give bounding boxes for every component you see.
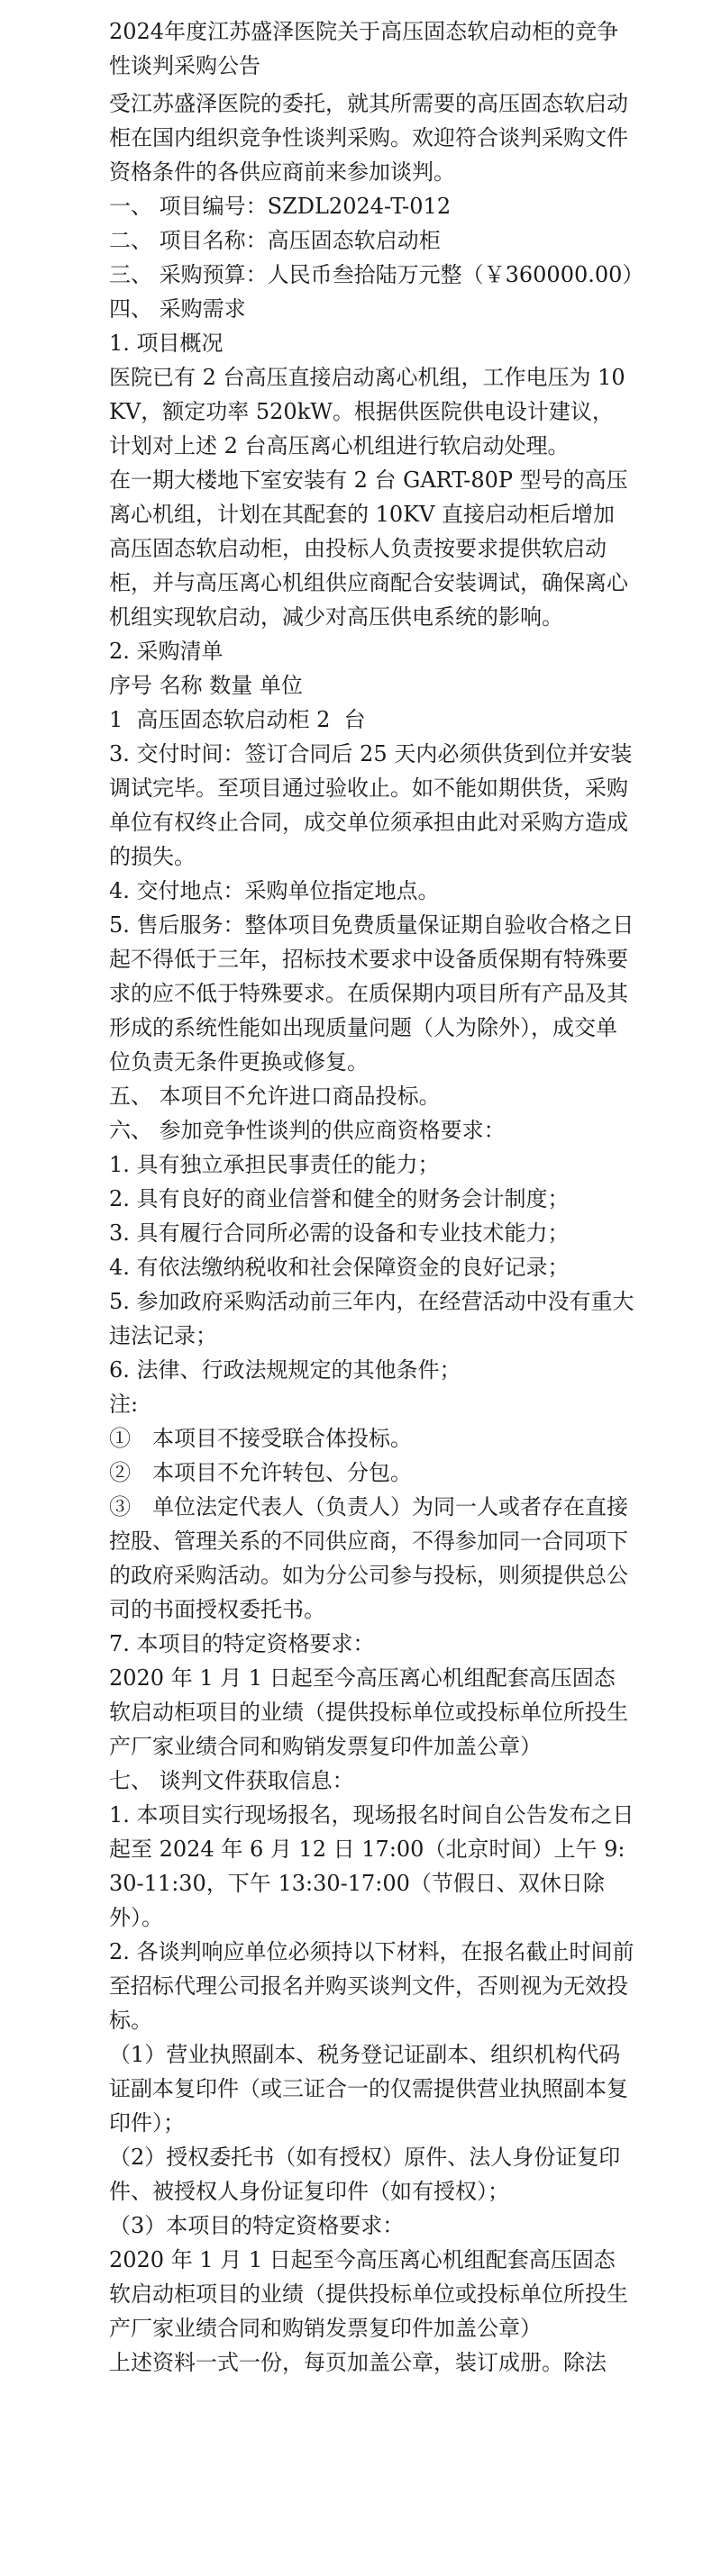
qualification-item: 1. 具有独立承担民事责任的能力； <box>109 1152 440 1177</box>
note-item: ③ 单位法定代表人（负责人）为同一人或者存在直接控股、管理关系的不同供应商，不得参加同一合同项下的政府采购活动。如为分公司参与投标，则须提供总公司的书面授权委托书。 <box>109 1494 628 1622</box>
specific-qualification-text: 2020 年 1 月 1 日起至今高压离心机组配套高压固态软启动柜项目的业绩（提供投标单位或投标单位所投生产厂家业绩合同和购销发票复印件加盖公章） <box>109 1665 628 1759</box>
qualification-item: 3. 具有履行合同所必需的设备和专业技术能力； <box>109 1220 570 1246</box>
supplier-qualification-heading: 六、 参加竞争性谈判的供应商资格要求： <box>109 1118 506 1143</box>
procurement-budget: 三、 采购预算：人民币叁拾陆万元整（￥360000.00） <box>109 262 644 287</box>
qualification-item: 5. 参加政府采购活动前三年内，在经营活动中没有重大违法记录； <box>109 1289 634 1348</box>
required-materials-intro: 2. 各谈判响应单位必须持以下材料，在报名截止时间前至招标代理公司报名并购买谈判文件，否则视为无效投标。 <box>109 1939 634 2033</box>
overview-heading: 1. 项目概况 <box>109 331 224 356</box>
procurement-needs-heading: 四、 采购需求 <box>109 296 246 322</box>
procurement-list-row: 1 高压固态软启动柜 2 台 <box>109 707 366 732</box>
note-item: ② 本项目不允许转包、分包。 <box>109 1460 412 1485</box>
project-name: 二、 项目名称：高压固态软启动柜 <box>109 228 441 253</box>
qualification-item: 6. 法律、行政法规规定的其他条件； <box>109 1357 461 1383</box>
specific-qualification-heading: 7. 本项目的特定资格要求： <box>109 1631 375 1656</box>
procurement-list-header: 序号 名称 数量 单位 <box>109 673 303 698</box>
qualification-item: 2. 具有良好的商业信誉和健全的财务会计制度； <box>109 1186 570 1211</box>
registration-info: 1. 本项目实行现场报名，现场报名时间自公告发布之日起至 2024 年 6 月 12 日 17:00（北京时间）上午 9:30-11:30，下午 13:30-17:00（节假日、双休日除外）。 <box>109 1802 634 1930</box>
document-title: 2024年度江苏盛泽医院关于高压固态软启动柜的竞争性谈判采购公告 <box>109 19 619 78</box>
project-number: 一、 项目编号：SZDL2024-T-012 <box>109 194 452 219</box>
delivery-time: 3. 交付时间：签订合同后 25 天内必须供货到位并安装调试完毕。至项目通过验收止。如不能如期供货，采购单位有权终止合同，成交单位须承担由此对采购方造成的损失。 <box>109 741 633 869</box>
after-sales-service: 5. 售后服务：整体项目免费质量保证期自验收合格之日起不得低于三年，招标技术要求中设备质保期有特殊要求的应不低于特殊要求。在质保期内项目所有产品及其形成的系统性能如出现质量问题（人为除外），成交单位负责无条件更换或修复。 <box>109 912 634 1075</box>
no-import-clause: 五、 本项目不允许进口商品投标。 <box>109 1084 441 1109</box>
procurement-list-heading: 2. 采购清单 <box>109 639 224 664</box>
overview-paragraph-1: 医院已有 2 台高压直接启动离心机组，工作电压为 10KV，额定功率 520kW。根据供医院供电设计建议，计划对上述 2 台高压离心机组进行软启动处理。 <box>109 365 625 458</box>
document-acquisition-heading: 七、 谈判文件获取信息： <box>109 1768 354 1793</box>
material-item-detail: 2020 年 1 月 1 日起至今高压离心机组配套高压固态软启动柜项目的业绩（提供投标单位或投标单位所投生产厂家业绩合同和购销发票复印件加盖公章） <box>109 2247 628 2341</box>
intro-paragraph: 受江苏盛泽医院的委托，就其所需要的高压固态软启动柜在国内组织竞争性谈判采购。欢迎符合谈判采购文件资格条件的各供应商前来参加谈判。 <box>109 91 628 185</box>
closing-paragraph: 上述资料一式一份，每页加盖公章，装订成册。除法 <box>109 2350 607 2375</box>
overview-paragraph-2: 在一期大楼地下室安装有 2 台 GART-80P 型号的高压离心机组，计划在其配套的 10KV 直接启动柜后增加高压固态软启动柜，由投标人负责按要求提供软启动柜，并与高压离心机组供应商配合安装调试，确保离心机组实现软启动，减少对高压供电系统的影响。 <box>109 467 628 630</box>
material-item: （1）营业执照副本、税务登记证副本、组织机构代码证副本复印件（或三证合一的仅需提供营业执照副本复印件）； <box>109 2042 628 2136</box>
qualification-item: 4. 有依法缴纳税收和社会保障资金的良好记录； <box>109 1255 570 1280</box>
note-item: ① 本项目不接受联合体投标。 <box>109 1426 412 1451</box>
delivery-place: 4. 交付地点：采购单位指定地点。 <box>109 878 440 903</box>
material-item: （3）本项目的特定资格要求： <box>109 2213 405 2238</box>
note-label: 注: <box>109 1392 139 1417</box>
material-item: （2）授权委托书（如有授权）原件、法人身份证复印件、被授权人身份证复印件（如有授权）； <box>109 2145 621 2204</box>
